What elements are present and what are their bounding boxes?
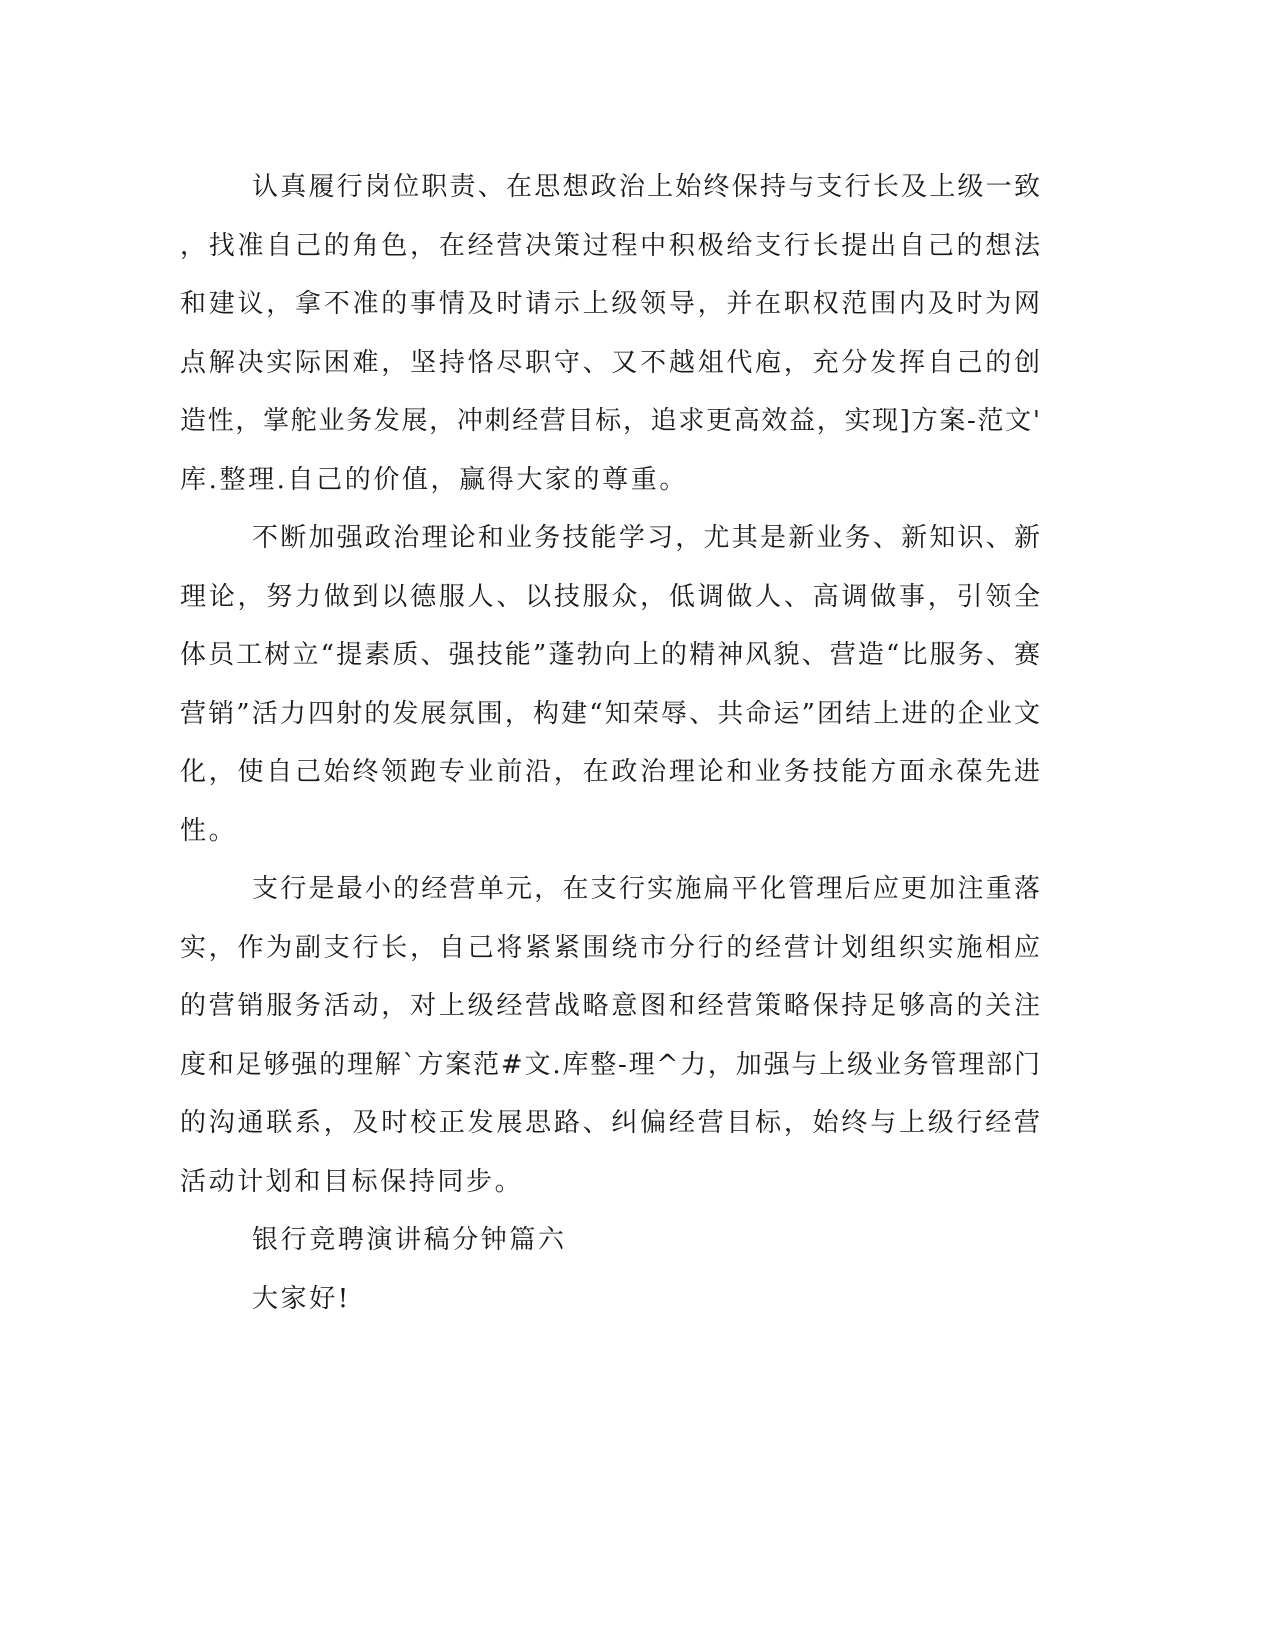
paragraph-3-line-2: 实，作为副支行长，自己将紧紧围绕市分行的经营计划组织实施相应 — [180, 932, 1040, 963]
paragraph-1-line-3: 和建议，拿不准的事情及时请示上级领导，并在职权范围内及时为网 — [180, 289, 1040, 319]
paragraph-2-line-1: 不断加强政治理论和业务技能学习，尤其是新业务、新知识、新 — [252, 523, 1040, 553]
section-heading: 银行竞聘演讲稿分钟篇六 — [252, 1225, 567, 1255]
paragraph-3-line-3: 的营销服务活动，对上级经营战略意图和经营策略保持足够高的关注 — [180, 991, 1040, 1021]
paragraph-3-line-4: 度和足够强的理解`方案范#文.库整-理^力，加强与上级业务管理部门 — [180, 1049, 1040, 1080]
document-body — [180, 158, 1040, 1328]
paragraph-2-line-6: 性。 — [180, 815, 238, 846]
paragraph-3-line-1: 支行是最小的经营单元，在支行实施扁平化管理后应更加注重落 — [252, 874, 1040, 904]
paragraph-2-line-5: 化，使自己始终领跑专业前沿，在政治理论和业务技能方面永葆先进 — [180, 757, 1040, 787]
greeting: 大家好! — [252, 1283, 351, 1314]
paragraph-1-line-1: 认真履行岗位职责、在思想政治上始终保持与支行长及上级一致 — [252, 172, 1040, 202]
paragraph-1-line-6: 库.整理.自己的价值，赢得大家的尊重。 — [180, 464, 688, 495]
paragraph-2-line-3: 体员工树立“提素质、强技能”蓬勃向上的精神风貌、营造“比服务、赛 — [180, 640, 1040, 670]
paragraph-3-line-6: 活动计划和目标保持同步。 — [180, 1166, 524, 1197]
paragraph-1-line-5: 造性，掌舵业务发展，冲刺经营目标，追求更高效益，实现]方案-范文' — [180, 406, 1040, 436]
paragraph-3-line-5: 的沟通联系，及时校正发展思路、纠偏经营目标，始终与上级行经营 — [180, 1108, 1040, 1138]
paragraph-1-line-2: ，找准自己的角色，在经营决策过程中积极给支行长提出自己的想法 — [180, 230, 1040, 261]
paragraph-2-line-4: 营销”活力四射的发展氛围，构建“知荣辱、共命运”团结上进的企业文 — [180, 698, 1040, 729]
paragraph-1-line-4: 点解决实际困难，坚持恪尽职守、又不越俎代庖，充分发挥自己的创 — [180, 347, 1040, 378]
paragraph-2-line-2: 理论，努力做到以德服人、以技服众，低调做人、高调做事，引领全 — [180, 581, 1040, 612]
